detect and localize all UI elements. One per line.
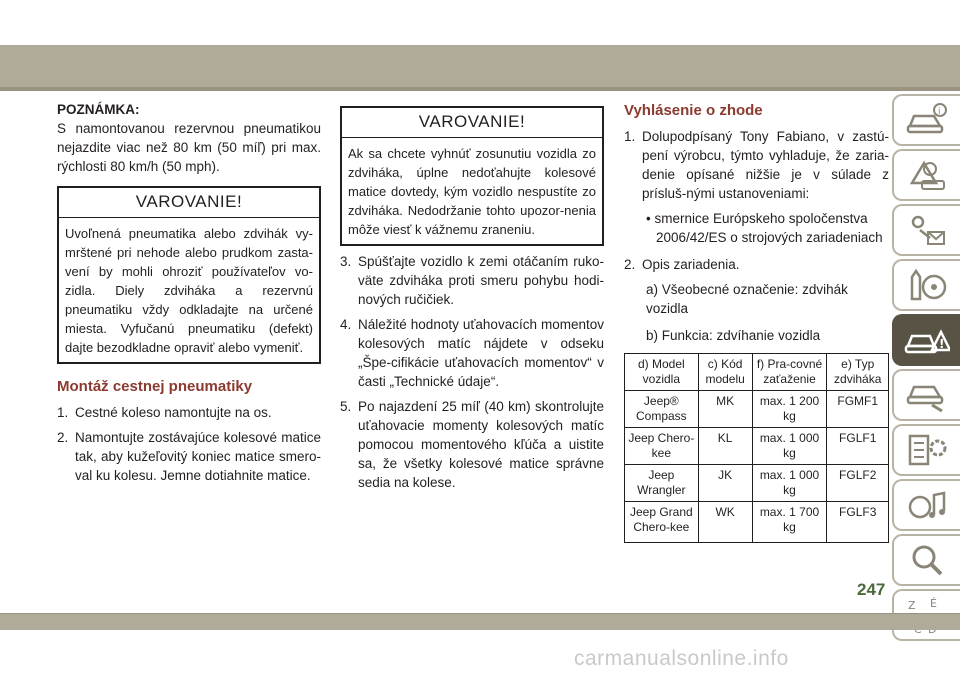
svg-text:i: i (938, 107, 941, 117)
tab-search[interactable] (892, 534, 960, 586)
list-item: 5. Po najazdení 25 míľ (40 km) skontrolujte uťahovacie momenty kolesových matíc pomocou momentového kľúča a uistite sa, že všetky kolesové matice správne sedia na kolese. (340, 399, 604, 490)
table-cell: Jeep Wrangler (625, 465, 699, 502)
tab-specifications[interactable] (892, 424, 960, 476)
list-item: 1. Cestné koleso namontujte na os. (57, 405, 272, 420)
warning-box-1 (57, 186, 321, 364)
column-right (624, 88, 889, 543)
tab-media[interactable] (892, 479, 960, 531)
table-cell: MK (698, 391, 752, 428)
airbag-mail-icon (904, 210, 950, 250)
tab-maintenance[interactable] (892, 369, 960, 421)
warning-title-2: VAROVANIE! (342, 108, 602, 138)
tab-airbag[interactable] (892, 204, 960, 256)
table-row (625, 465, 889, 502)
section-heading-mounting: Montáž cestnej pneumatiky (57, 378, 253, 395)
top-band (0, 45, 960, 89)
tab-warning-lights[interactable] (892, 149, 960, 201)
warning-title-1: VAROVANIE! (59, 188, 319, 218)
warning-text-2: Ak sa chcete vyhnúť zosunutiu vozidla zo zdviháka, úplne nedoťahujte kolesové matice dovtedy, kým vozidlo nespustíte zo zdviháka. Nedodržanie tohto upozor-nenia môže viesť k vážnemu zraneniu. (348, 146, 596, 237)
list-item: 3. Spúšťajte vozidlo k zemi otáčaním ruko-väte zdviháka proti smeru pohybu hodi-nových ručičiek. (340, 254, 604, 307)
section-heading-conformity: Vyhlásenie o zhode (624, 102, 763, 119)
table-cell: KL (698, 428, 752, 465)
tab-emergency[interactable] (892, 314, 960, 366)
maintenance-car-icon (904, 375, 950, 415)
table-row (625, 428, 889, 465)
tab-tools-steering[interactable] (892, 259, 960, 311)
warning-box-2 (340, 106, 604, 246)
svg-text:É: É (930, 597, 937, 610)
table-cell: FGLF1 (827, 428, 889, 465)
table-cell: FGLF2 (827, 465, 889, 502)
list-item: 4. Náležité hodnoty uťahovacích momentov kolesových matíc nájdete v odseku „Špe-cifikácie uťahovacích momentov“ v časti „Technické údaje“. (340, 317, 604, 389)
table-cell: max. 1 200 kg (752, 391, 827, 428)
watermark: carmanualsonline.info (574, 647, 789, 670)
table-cell: Jeep® Compass (625, 391, 699, 428)
table-cell: max. 1 000 kg (752, 465, 827, 502)
svg-text:!: ! (939, 337, 945, 351)
table-cell: FGLF3 (827, 502, 889, 543)
search-icon (904, 540, 950, 580)
list-item: 1. Dolupodpísaný Tony Fabiano, v zastú-pení výrobcu, týmto vyhladuje, že zaria-denie opísané nižšie je v súlade z prísluš-nými ustanoveniami: (624, 129, 889, 201)
table-row (625, 502, 889, 543)
table-row (625, 391, 889, 428)
bottom-band (0, 614, 960, 630)
note-text: S namontovanou rezervnou pneumatikou nejazdite viac než 80 km (50 míľ) pri max. rýchlosti 80 km/h (50 mph). (57, 121, 321, 174)
table-header-row (625, 354, 889, 391)
jack-spec-table (624, 353, 889, 543)
table-cell: max. 1 700 kg (752, 502, 827, 543)
tools-steering-icon (904, 265, 950, 305)
column-middle (340, 96, 604, 498)
table-cell: JK (698, 465, 752, 502)
chapter-tabs (892, 94, 960, 644)
table-cell: FGMF1 (827, 391, 889, 428)
description-a: a) Všeobecné označenie: zdvihák vozidla (646, 282, 848, 316)
table-cell: WK (698, 502, 752, 543)
car-info-icon (904, 100, 950, 140)
checklist-gear-icon (904, 430, 950, 470)
page-number: 247 (857, 580, 886, 599)
description-b: b) Funkcia: zdvíhanie vozidla (646, 328, 821, 343)
emergency-car-icon (904, 320, 950, 360)
list-item: 2. Namontujte zostávajúce kolesové matice tak, aby kužeľovitý koniec matice smero-val ku kolesu. Jemne dotiahnite matice. (57, 430, 321, 483)
column-header: f) Pra-covné zaťaženie (752, 354, 827, 391)
list-item: 2. Opis zariadenia. (624, 257, 740, 272)
table-cell: max. 1 000 kg (752, 428, 827, 465)
table-cell: Jeep Chero-kee (625, 428, 699, 465)
warning-text-1: Uvoľnená pneumatika alebo zdvihák vy-mrštené pri nehode alebo prudkom zasta-vení by mohli ohroziť používateľov vo-zidla. Diely zdviháka a rezervnú pneumatiku vždy odkladajte na určené miesta. Vyfučanú pneumatiku (defekt) dajte bezodkladne opraviť alebo vymeniť. (65, 226, 313, 355)
column-header: e) Typ zdviháka (827, 354, 889, 391)
tab-car-info[interactable] (892, 94, 960, 146)
media-icon (904, 485, 950, 525)
column-left (57, 100, 321, 491)
svg-text:Z: Z (908, 599, 916, 612)
column-header: c) Kód modelu (698, 354, 752, 391)
column-header: d) Model vozidla (625, 354, 699, 391)
bullet-item: • smernice Európskeho spoločenstva 2006/42/ES o strojových zariadeniach (646, 211, 883, 245)
note-title: POZNÁMKA: (57, 102, 140, 117)
warning-lights-icon (904, 155, 950, 195)
table-cell: Jeep Grand Chero-kee (625, 502, 699, 543)
